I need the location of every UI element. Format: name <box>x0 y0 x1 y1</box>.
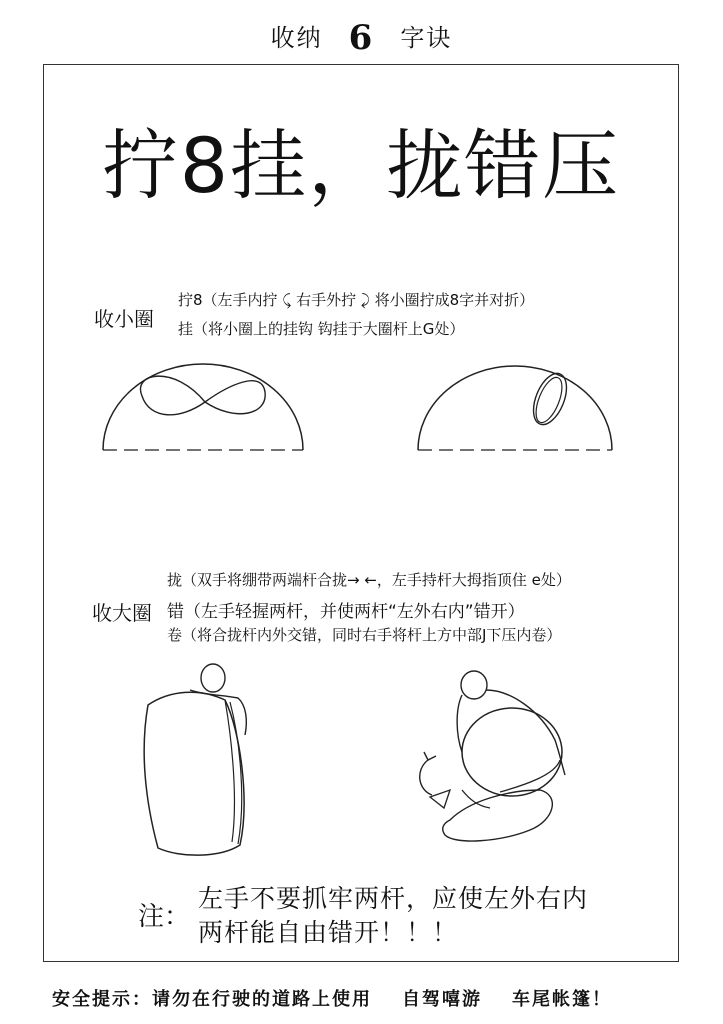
small-ring-label: 收小圈 <box>94 307 154 331</box>
large-ring-label: 收大圈 <box>92 601 152 625</box>
header-left: 收纳 <box>270 24 323 52</box>
large-ring-step-3: 卷（将合拢杆内外交错，同时右手将杆上方中部J下压内卷） <box>167 626 562 644</box>
small-ring-step-1: 拧8（左手内拧 ⤹ 右手外拧 ⤸ 将小圈拧成8字并对折） <box>178 291 535 309</box>
small-ring-step-2: 挂（将小圈上的挂钩 钩挂于大圈杆上G处） <box>178 320 465 338</box>
footer-brand-2: 车尾帐篷！ <box>512 989 612 1010</box>
header-right: 字诀 <box>400 24 453 52</box>
footer-safety-tip <box>52 985 642 1011</box>
note-label: 注： <box>138 902 191 932</box>
large-ring-step-2: 错（左手轻握两杆，并使两杆“左外右内”错开） <box>167 602 525 622</box>
main-title: 拧8挂，拢错压 <box>101 121 621 210</box>
large-ring-step-1: 拢（双手将绷带两端杆合拢→ ←，左手持杆大拇指顶住 e处） <box>167 571 571 589</box>
footer-brand-1: 自驾嘻游 <box>402 989 482 1010</box>
note-line-1: 左手不要抓牢两杆，应使左外右内 <box>198 884 589 913</box>
footer-safety-text: 安全提示：请勿在行驶的道路上使用 <box>52 989 372 1010</box>
note-line-2: 两杆能自由错开！！！ <box>198 918 459 947</box>
header-number: 6 <box>348 18 375 58</box>
